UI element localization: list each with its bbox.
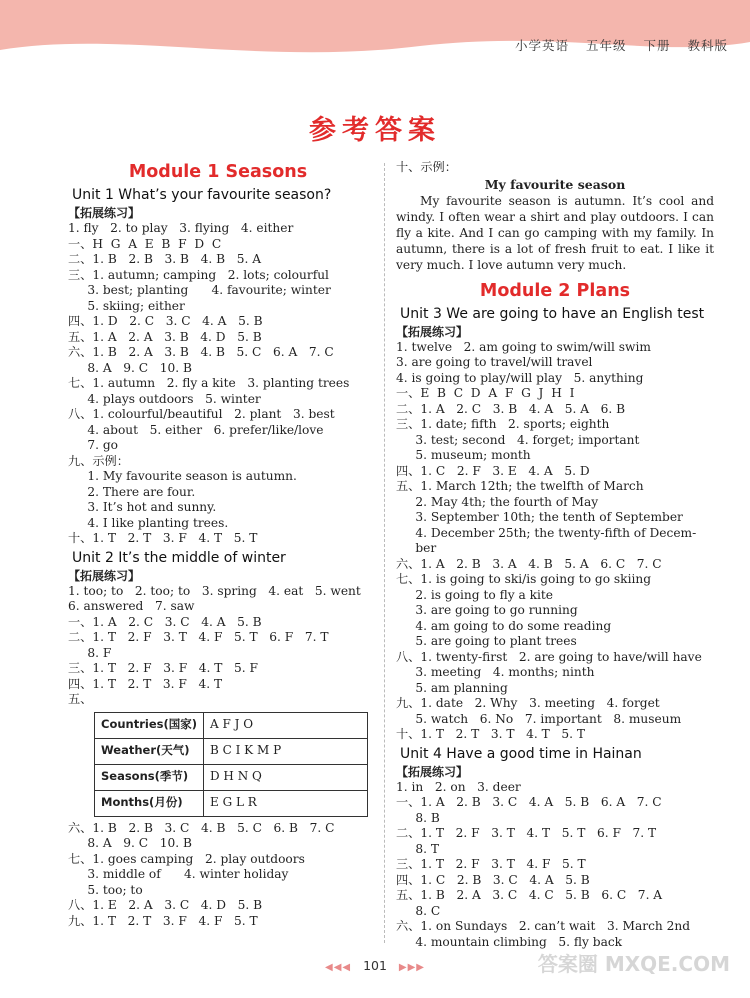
table-category-label: Seasons(季节) [95, 764, 204, 790]
answer-line: 一、1. A 2. C 3. C 4. A 5. B [68, 614, 262, 629]
answer-line: 十、1. T 2. T 3. F 4. T 5. T [68, 531, 258, 545]
essay-text: My favourite season is autumn. It’s cool and windy. I often wear a shirt and play outdoors. I can fly a kite. And I can go camping with my family. In autumn, there is a lot of fresh fruit to eat. I like it very much. I love autumn very much. [396, 193, 714, 272]
classification-table [94, 712, 368, 817]
q10-label: 十、示例： [396, 160, 457, 174]
table-category-label: Countries(国家) [95, 712, 204, 738]
answer-line: 一、H G A E B F D C [68, 236, 222, 251]
answer-line: 四、1. D 2. C 3. C 4. A 5. B [68, 314, 263, 328]
answer-line: 1. twelve 2. am going to swim/will swim [396, 339, 651, 354]
answer-line: 4. mountain climbing 5. fly back [396, 934, 623, 949]
answer-line: 八、1. twenty-first 2. are going to have/will have [396, 649, 702, 664]
answer-line: 三、1. T 2. F 3. T 4. F 5. T [396, 857, 586, 871]
answer-line: 九、1. T 2. T 3. F 4. F 5. T [68, 913, 258, 928]
page-title: 参考答案 [309, 115, 441, 146]
header-subject: 小学英语 [514, 38, 569, 53]
answer-line: 7. go [68, 438, 119, 452]
answer-line: 六、1. B 2. B 3. C 4. B 5. C 6. B 7. C [68, 820, 335, 835]
answer-line: 四、1. T 2. T 3. F 4. T [68, 676, 223, 691]
answer-line: 一、E B C D A F G J H I [396, 386, 575, 400]
answer-line: 七、1. is going to ski/is going to go skiing [396, 572, 652, 586]
header-grade: 五年级 [585, 38, 627, 53]
answer-line: 2. May 4th; the fourth of May [396, 494, 599, 509]
answer-line: 6. answered 7. saw [68, 599, 195, 613]
answer-line: 8. A 9. C 10. B [68, 360, 192, 375]
answer-line: 三、1. T 2. F 3. F 4. T 5. F [68, 661, 259, 675]
answer-line: 3. It’s hot and sunny. [68, 500, 217, 514]
unit2-answers-part1 [68, 584, 368, 708]
essay-title: My favourite season [484, 176, 626, 192]
answer-line: 5. museum; month [396, 448, 531, 462]
table-category-letters: A F J O [204, 712, 368, 738]
answer-line: 九、1. date 2. Why 3. meeting 4. forget [396, 696, 660, 710]
unit3-exercise-tag: 【拓展练习】 [396, 324, 469, 339]
answer-line: 2. is going to fly a kite [396, 587, 553, 602]
answer-line: 三、1. date; fifth 2. sports; eighth [396, 417, 610, 431]
answer-line: 五、 [68, 692, 93, 706]
table-category-label: Months(月份) [95, 790, 204, 816]
answer-line: 4. about 5. either 6. prefer/like/love [68, 422, 324, 437]
answer-line: 1. in 2. on 3. deer [396, 779, 521, 794]
answer-line: 4. plays outdoors 5. winter [68, 391, 261, 406]
unit2-title: Unit 2 It’s the middle of winter [72, 549, 286, 566]
answer-line: 三、1. autumn; camping 2. lots; colourful [68, 267, 329, 282]
answer-line: 3. best; planting 4. favourite; winter [68, 283, 331, 297]
header-info [503, 36, 728, 54]
unit2-exercise-tag: 【拓展练习】 [68, 568, 141, 583]
answer-line: 3. middle of 4. winter holiday [68, 867, 289, 881]
answer-line: 2. There are four. [68, 484, 196, 499]
answer-line: 8. F [68, 645, 112, 660]
answer-line: ber [396, 541, 437, 555]
answer-line: 四、1. C 2. F 3. E 4. A 5. D [396, 463, 590, 478]
answer-line: 七、1. goes camping 2. play outdoors [68, 851, 305, 866]
answer-line: 5. watch 6. No 7. important 8. museum [396, 711, 682, 726]
answer-line: 4. I like planting trees. [68, 515, 229, 530]
answer-line: 3. are going to travel/will travel [396, 355, 593, 369]
unit4-title: Unit 4 Have a good time in Hainan [400, 745, 642, 762]
table-row [95, 738, 368, 764]
answer-line: 4. December 25th; the twenty-fifth of Decem- [396, 525, 697, 540]
answer-line: 一、1. A 2. B 3. C 4. A 5. B 6. A 7. C [396, 795, 662, 809]
answer-line: 3. are going to go running [396, 603, 578, 617]
answer-line: 四、1. C 2. B 3. C 4. A 5. B [396, 872, 590, 887]
answer-line: 3. meeting 4. months; ninth [396, 665, 595, 679]
header-edition: 教科版 [687, 38, 728, 53]
answer-line: 九、示例： [68, 453, 129, 468]
prev-arrows-icon: ◀◀◀ [325, 962, 352, 973]
unit2-answers-part2 [68, 821, 368, 930]
table-category-letters: E G L R [204, 790, 368, 816]
answer-line: 4. is going to play/will play 5. anything [396, 370, 644, 385]
answer-line: 七、1. autumn 2. fly a kite 3. planting trees [68, 376, 350, 390]
unit4-exercise-tag: 【拓展练习】 [396, 764, 469, 779]
answer-line: 六、1. on Sundays 2. can’t wait 3. March 2nd [396, 919, 691, 933]
table-category-letters: D H N Q [204, 764, 368, 790]
answer-line: 8. T [396, 841, 440, 856]
answer-line: 1. My favourite season is autumn. [68, 469, 297, 483]
answer-line: 二、1. A 2. C 3. B 4. A 5. A 6. B [396, 401, 626, 416]
answer-line: 1. too; to 2. too; to 3. spring 4. eat 5. went [68, 583, 361, 598]
unit1-answers [68, 221, 368, 547]
answer-line: 十、1. T 2. T 3. T 4. T 5. T [396, 727, 586, 741]
answer-line: 八、1. colourful/beautiful 2. plant 3. best [68, 407, 335, 421]
answer-line: 1. fly 2. to play 3. flying 4. either [68, 221, 294, 235]
answer-line: 3. September 10th; the tenth of September [396, 510, 683, 524]
table-category-label: Weather(天气) [95, 738, 204, 764]
answer-line: 五、1. March 12th; the twelfth of March [396, 479, 644, 493]
table-row [95, 790, 368, 816]
next-arrows-icon: ▶▶▶ [398, 962, 425, 973]
answer-line: 六、1. A 2. B 3. A 4. B 5. A 6. C 7. C [396, 556, 662, 571]
right-column [396, 160, 714, 950]
answer-line: 8. A 9. C 10. B [68, 836, 192, 850]
answer-line: 8. C [396, 903, 441, 918]
unit1-exercise-tag: 【拓展练习】 [68, 206, 141, 220]
answer-line: 5. too; to [68, 882, 143, 897]
answer-line: 五、1. A 2. A 3. B 4. D 5. B [68, 329, 262, 344]
unit3-title: Unit 3 We are going to have an English test [400, 305, 705, 322]
table-row [95, 764, 368, 790]
answer-line: 8. B [396, 810, 440, 825]
answer-line: 5. skiing; either [68, 298, 185, 313]
left-column [68, 160, 368, 929]
answer-line: 4. am going to do some reading [396, 618, 612, 633]
answer-line: 二、1. T 2. F 3. T 4. F 5. T 6. F 7. T [68, 630, 329, 644]
answer-line: 五、1. B 2. A 3. C 4. C 5. B 6. C 7. A [396, 888, 663, 902]
unit3-answers [396, 340, 714, 743]
unit4-answers [396, 780, 714, 951]
answer-line: 二、1. B 2. B 3. B 4. B 5. A [68, 252, 262, 266]
answer-line: 二、1. T 2. F 3. T 4. T 5. T 6. F 7. T [396, 826, 657, 840]
header-term: 下册 [643, 38, 671, 53]
module1-title: Module 1 Seasons [128, 162, 308, 182]
watermark-logo: 答案圈 MXQE.COM [537, 952, 730, 976]
table-category-letters: B C I K M P [204, 738, 368, 764]
module2-title: Module 2 Plans [479, 280, 631, 301]
column-divider [384, 163, 385, 943]
answer-line: 3. test; second 4. forget; important [396, 432, 640, 447]
header-banner [0, 0, 750, 68]
table-row [95, 712, 368, 738]
unit1-title: Unit 1 What’s your favourite season? [72, 187, 332, 203]
page-number: 101 [363, 958, 387, 973]
answer-line: 5. am planning [396, 680, 508, 695]
answer-line: 5. are going to plant trees [396, 634, 577, 648]
answer-line: 八、1. E 2. A 3. C 4. D 5. B [68, 898, 263, 912]
answer-line: 六、1. B 2. A 3. B 4. B 5. C 6. A 7. C [68, 345, 334, 359]
